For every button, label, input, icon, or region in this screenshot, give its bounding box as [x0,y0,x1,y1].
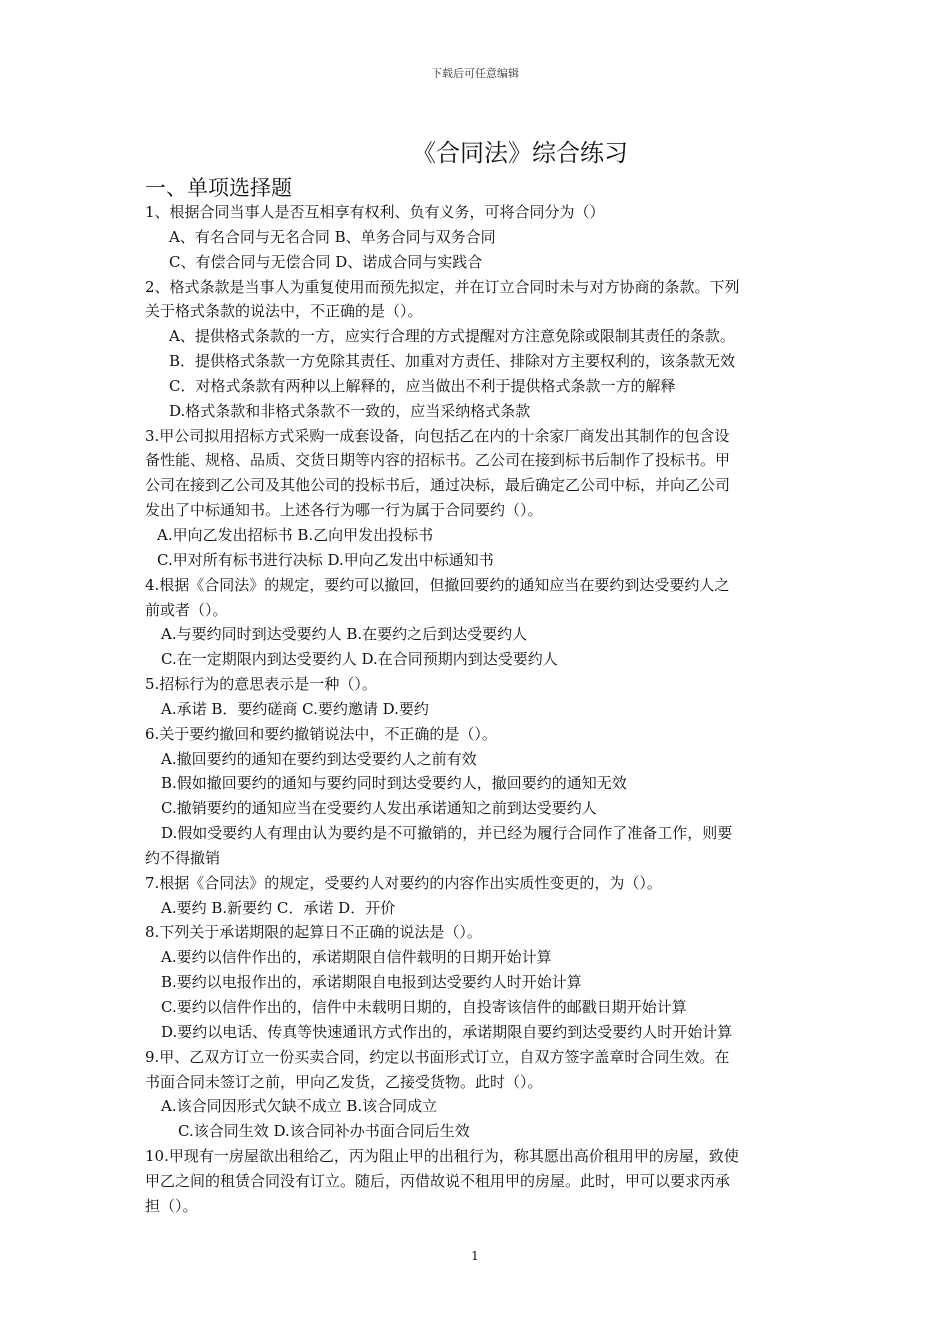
question-text-line: 9.甲、乙双方订立一份买卖合同，约定以书面形式订立，自双方签字盖章时合同生效。在 [145,1047,730,1066]
question-text-line: 4.根据《合同法》的规定，要约可以撤回，但撤回要约的通知应当在要约到达受要约人之 [145,575,730,594]
question-text-line: 担（）。 [145,1196,198,1215]
document-title: 《合同法》综合练习 [412,139,628,167]
section-heading: 一、单项选择题 [145,176,292,200]
question-text-line: 公司在接到乙公司及其他公司的投标书后，通过决标，最后确定乙公司中标，并向乙公司 [145,476,731,495]
question-text-line: 3.甲公司拟用招标方式采购一成套设备，向包括乙在内的十余家厂商发出其制作的包含设 [145,426,730,445]
option-line: A.甲向乙发出招标书 B.乙向甲发出投标书 [157,525,434,544]
option-line: D.格式条款和非格式条款不一致的，应当采纳格式条款 [169,401,531,420]
option-line: C.在一定期限内到达受要约人 D.在合同预期内到达受要约人 [161,650,558,669]
option-line: D.假如受要约人有理由认为要约是不可撤销的，并已经为履行合同作了准备工作，则要 [161,824,733,843]
option-line: C.要约以信件作出的，信件中未载明日期的，自投寄该信件的邮戳日期开始计算 [161,998,687,1016]
option-line: C.撤销要约的通知应当在受要约人发出承诺通知之前到达受要约人 [161,799,597,818]
question-text-line: 前或者（）。 [145,600,228,619]
page-header: 下载后可任意编辑 [431,67,519,80]
option-line: D.要约以电话、传真等快速通讯方式作出的，承诺期限自要约到达受要约人时开始计算 [161,1022,733,1041]
option-line: A.与要约同时到达受要约人 B.在要约之后到达受要约人 [161,625,528,644]
option-line: A.承诺 B．要约磋商 C.要约邀请 D.要约 [161,699,429,718]
option-line: C．对格式条款有两种以上解释的，应当做出不利于提供格式条款一方的解释 [169,376,676,395]
option-line: C.甲对所有标书进行决标 D.甲向乙发出中标通知书 [157,550,494,569]
question-text-line: 5.招标行为的意思表示是一种（）。 [145,675,377,694]
question-text-line: 6.关于要约撤回和要约撤销说法中，不正确的是（）。 [145,724,497,743]
question-text-line: 7.根据《合同法》的规定，受要约人对要约的内容作出实质性变更的，为（）。 [145,873,662,892]
question-text-line: 1、根据合同当事人是否互相享有权利、负有义务，可将合同分为（） [145,203,605,221]
option-line: A.要约 B.新要约 C．承诺 D．开价 [161,898,396,917]
option-line: A.要约以信件作出的，承诺期限自信件载明的日期开始计算 [161,948,552,967]
question-text-line: 书面合同未签订之前，甲向乙发货，乙接受货物。此时（）。 [145,1072,543,1091]
option-line: C、有偿合同与无偿合同 D、诺成合同与实践合 [169,252,483,271]
page-number: 1 [471,1249,479,1263]
question-text-line: 10.甲现有一房屋欲出租给乙，丙为阻止甲的出租行为，称其愿出高价租用甲的房屋，致使 [145,1147,739,1166]
option-line: A、提供格式条款的一方，应实行合理的方式提醒对方注意免除或限制其责任的条款。 [169,327,735,346]
option-line: B.假如撤回要约的通知与要约同时到达受要约人，撤回要约的通知无效 [161,774,627,793]
question-list [145,200,810,1219]
option-line: B．提供格式条款一方免除其责任、加重对方责任、排除对方主要权利的，该条款无效 [169,352,736,371]
question-text-line: 发出了中标通知书。上述各行为哪一行为属于合同要约（）。 [145,501,543,520]
question-text-line: 8.下列关于承诺期限的起算日不正确的说法是（）。 [145,923,482,942]
question-text-line: 约不得撤销 [145,848,221,867]
question-text-line: 2、格式条款是当事人为重复使用而预先拟定，并在订立合同时未与对方协商的条款。下列 [145,277,740,296]
option-line: A.撤回要约的通知在要约到达受要约人之前有效 [161,749,477,768]
option-line: A、有名合同与无名合同 B、单务合同与双务合同 [169,227,496,246]
question-text-line: 甲乙之间的租赁合同没有订立。随后，丙借故说不租用甲的房屋。此时，甲可以要求丙承 [145,1171,731,1190]
question-text-line: 备性能、规格、品质、交货日期等内容的招标书。乙公司在接到标书后制作了投标书。甲 [145,451,731,470]
option-line: A.该合同因形式欠缺不成立 B.该合同成立 [161,1097,438,1116]
option-line: C.该合同生效 D.该合同补办书面合同后生效 [178,1122,470,1141]
option-line: B.要约以电报作出的，承诺期限自电报到达受要约人时开始计算 [161,973,582,992]
question-text-line: 关于格式条款的说法中，不正确的是（）。 [145,302,423,321]
